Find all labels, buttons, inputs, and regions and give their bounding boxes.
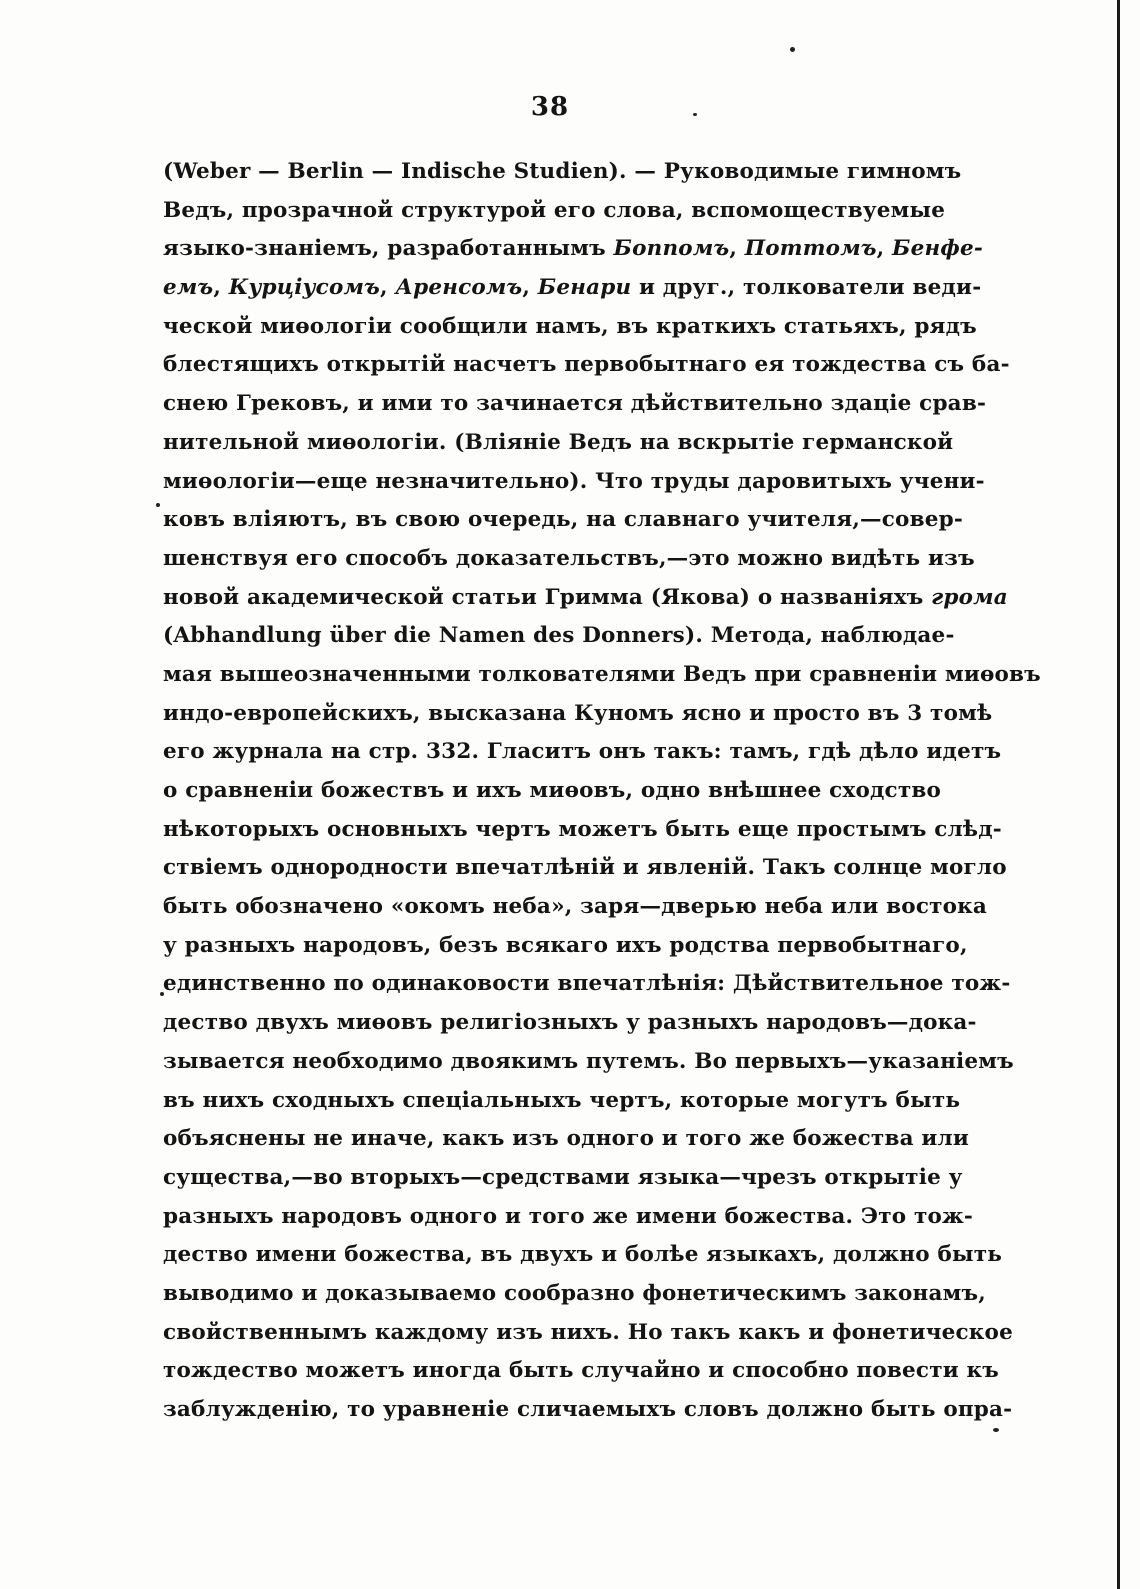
text-line	[163, 1275, 986, 1314]
text-run: заблужденію, то уравненіе сличаемыхъ словъ должно быть опра-	[163, 1397, 1013, 1422]
print-speck	[993, 1428, 999, 1432]
text-run: единственно по одинаковости впечатлѣнія: Дѣйствительное тож-	[163, 971, 1011, 997]
text-run: дество двухъ миөовъ религіозныхъ у разныхъ народовъ—дока-	[163, 1010, 977, 1036]
text-line	[163, 1314, 1013, 1353]
italic-name: Курціусомъ	[228, 275, 380, 301]
text-line	[163, 501, 963, 540]
text-run: и друг., толкователи веди-	[631, 275, 982, 301]
text-line	[163, 579, 1008, 618]
page-edge-border	[1117, 0, 1120, 1589]
text-line	[163, 733, 1002, 772]
text-run: ,	[729, 236, 745, 262]
print-speck	[156, 503, 160, 507]
text-run: ,	[213, 275, 229, 301]
text-run: Ведъ, прозрачной структурой его слова, вспомоществуемые	[163, 197, 946, 223]
text-run: ,	[876, 236, 893, 262]
text-run: быть обозначено «окомъ неба», заря—дверью неба или востока	[163, 894, 988, 920]
text-line	[163, 811, 1002, 850]
text-line	[163, 1391, 1013, 1430]
text-line	[163, 656, 1041, 695]
text-run: свойственнымъ каждому изъ нихъ. Но такъ какъ и фонетическое	[163, 1319, 1013, 1345]
text-run: (Weber — Berlin — Indische Studien). — Руководимые гимномъ	[163, 159, 962, 184]
text-run: разныхъ народовъ одного и того же имени божества. Это тож-	[163, 1203, 974, 1229]
italic-name: грома	[931, 584, 1008, 610]
text-line	[163, 269, 982, 308]
italic-name: Боппомъ	[613, 236, 730, 262]
text-line	[163, 927, 968, 966]
text-line	[163, 1352, 999, 1391]
text-line	[163, 888, 988, 927]
text-line	[163, 695, 993, 734]
text-line	[163, 463, 985, 502]
text-run: индо-европейскихъ, высказана Куномъ ясно и просто въ 3 томѣ	[163, 700, 993, 726]
text-run: нительной миөологіи. (Вліяніе Ведъ на вскрытіе германской	[163, 429, 954, 455]
text-run: у разныхъ народовъ, безъ всякаго ихъ родства первобытнаго,	[163, 932, 968, 958]
italic-name: Бенари	[537, 275, 632, 301]
text-run: существа,—во вторыхъ—средствами языка—чрезъ открытіе у	[163, 1164, 963, 1190]
text-run: дество имени божества, въ двухъ и болѣе языкахъ, должно быть	[163, 1242, 1003, 1268]
text-run: языко-знаніемъ, разработаннымъ	[163, 236, 614, 262]
text-run: о сравненіи божествъ и ихъ миөовъ, одно внѣшнее сходство	[163, 778, 942, 803]
text-run: тождество можетъ иногда быть случайно и способно повести къ	[163, 1358, 999, 1384]
text-run: шенствуя его способъ доказательствъ,—это можно видѣть изъ	[163, 545, 975, 571]
text-line	[163, 192, 946, 231]
text-run: ковъ вліяютъ, въ свою очередь, на славнаго учителя,—совер-	[163, 507, 963, 533]
italic-name: Бенфе-	[892, 236, 983, 262]
text-line	[163, 1159, 963, 1198]
text-line	[163, 230, 983, 269]
text-run: ствіемъ однородности впечатлѣній и явленій. Такъ солнце могло	[163, 855, 1007, 881]
text-line	[163, 772, 942, 811]
text-line	[163, 385, 987, 424]
text-run: снею Грековъ, и ими то зачинается дѣйствительно здаціе срав-	[163, 391, 987, 417]
text-line	[163, 617, 955, 656]
text-line	[163, 1082, 961, 1121]
text-run: блестящихъ открытій насчетъ первобытнаго ея тождества съ ба-	[163, 352, 1010, 378]
text-line	[163, 1120, 970, 1159]
page-number: 38	[530, 92, 570, 122]
text-run: новой академической статьи Гримма (Якова) о названіяхъ	[163, 584, 932, 610]
print-speck	[790, 47, 795, 52]
body-text	[163, 153, 1041, 1430]
italic-name: Аренсомъ	[395, 275, 523, 301]
italic-name: Поттомъ	[744, 236, 877, 262]
text-line	[163, 1198, 974, 1237]
text-run: въ нихъ сходныхъ спеціальныхъ чертъ, которые могутъ быть	[163, 1087, 961, 1113]
text-run: ,	[380, 275, 396, 301]
text-line	[163, 1004, 977, 1043]
text-run: ,	[522, 275, 538, 301]
text-run: зывается необходимо двоякимъ путемъ. Во первыхъ—указаніемъ	[163, 1048, 1014, 1074]
text-line	[163, 540, 975, 579]
text-line	[163, 1236, 1003, 1275]
text-line	[163, 424, 954, 463]
text-run: выводимо и доказываемо сообразно фонетическимъ законамъ,	[163, 1280, 986, 1306]
text-run: объяснены не иначе, какъ изъ одного и того же божества или	[163, 1126, 970, 1152]
text-line	[163, 346, 1010, 385]
text-line	[163, 308, 977, 347]
text-run: миөологіи—еще незначительно). Что труды даровитыхъ учени-	[163, 468, 985, 494]
text-line	[163, 153, 962, 192]
text-line	[163, 849, 1007, 888]
text-run: (Abhandlung über die Namen des Donners). Метода, наблюдае-	[163, 623, 955, 649]
text-line	[163, 965, 1011, 1004]
text-line	[163, 1043, 1014, 1082]
text-run: ческой миөологіи сообщили намъ, въ краткихъ статьяхъ, рядъ	[163, 313, 977, 339]
text-run: мая вышеозначенными толкователями Ведъ при сравненіи миөовъ	[163, 661, 1041, 687]
italic-name: емъ	[163, 275, 214, 301]
text-run: нѣкоторыхъ основныхъ чертъ можетъ быть еще простымъ слѣд-	[163, 816, 1002, 842]
text-run: его журнала на стр. 332. Гласитъ онъ такъ: тамъ, гдѣ дѣло идетъ	[163, 739, 1002, 765]
